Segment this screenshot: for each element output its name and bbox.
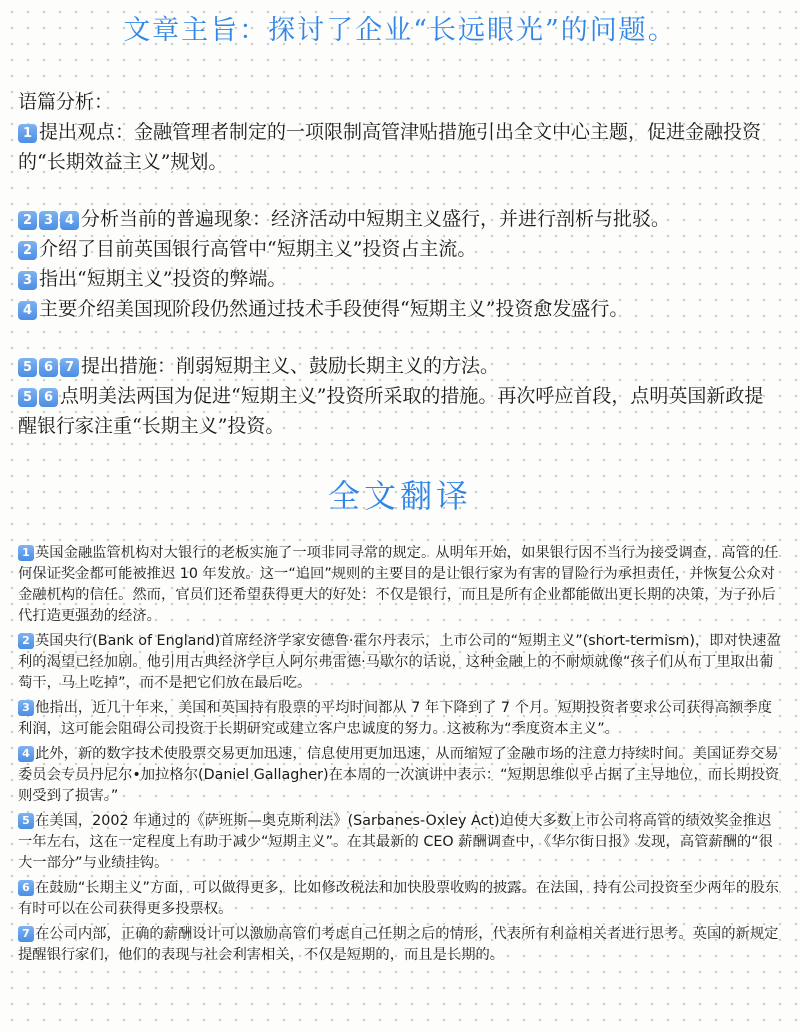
translation-paragraph-4: 4 此外，新的数字技术使股票交易更加迅速，信息使用更加迅速，从而缩短了金融市场的注意力持续时间。美国证券交易委员会专员丹尼尔•加拉格尔(Daniel Gallagher)在本周的一次演讲中表示：“短期思维似乎占据了主导地位，而长期投资则受到了损害。” [18,746,780,804]
number-badge-icon: 3 [39,211,58,230]
number-badge-icon: 2 [18,241,37,260]
analysis-point-1: 1 提出观点：金融管理者制定的一项限制高管津贴措施引出全文中心主题，促进金融投资的“长期效益主义”规划。 [18,121,762,173]
translation-title: 全文翻译 [327,477,472,515]
full-translation [18,543,782,966]
number-badge-icon: 2 [18,211,37,230]
number-badge-icon: 7 [18,926,34,942]
number-badge-icon: 4 [18,746,34,762]
number-badge-icon: 6 [18,880,34,896]
translation-paragraph-5: 5 在美国，2002 年通过的《萨班斯—奥克斯利法》(Sarbanes-Oxley Act)迫使大多数上市公司将高管的绩效奖金推迟一年左右，这在一定程度上有助于减少“短期主义”。在其最新的 CEO 薪酬调查中，《华尔街日报》发现，高管薪酬的“很大一部分”与业绩挂钩。 [18,813,773,871]
number-badge-icon: 5 [18,358,37,377]
analysis-point-2: 2 3 4 分析当前的普遍现象：经济活动中短期主义盛行，并进行剖析与批驳。 [18,204,782,234]
translation-paragraph-1: 1 英国金融监管机构对大银行的老板实施了一项非同寻常的规定。从明年开始，如果银行因不当行为接受调查，高管的任何保证奖金都可能被推迟 10 年发放。这一“追回”规则的主要目的是让银行家为有害的冒险行为承担责任，并恢复公众对金融机构的信任。然而，官员们还希望获得更大的好处：不仅是银行，而且是所有企业都能做出更长期的决策，为子孙后代打造更强劲的经济。 [18,545,779,624]
number-badge-icon: 5 [18,388,37,407]
number-badge-icon: 3 [18,271,37,290]
analysis-point-4: 3 指出“短期主义”投资的弊端。 [18,264,782,294]
analysis-point-7: 5 6 点明美法两国为促进“短期主义”投资所采取的措施。再次呼应首段，点明英国新政提醒银行家注重“长期主义”投资。 [18,385,764,437]
number-badge-icon: 6 [39,388,58,407]
discourse-analysis [18,87,782,441]
number-badge-icon: 7 [60,358,79,377]
analysis-heading: 语篇分析： [18,91,114,113]
number-badge-icon: 1 [18,124,37,143]
analysis-point-3: 2 介绍了目前英国银行高管中“短期主义”投资占主流。 [18,234,782,264]
number-badge-icon: 6 [39,358,58,377]
translation-paragraph-3: 3 他指出，近几十年来，美国和英国持有股票的平均时间都从 7 年下降到了 7 个月。短期投资者要求公司获得高额季度利润，这可能会阻碍公司投资于长期研究或建立客户忠诚度的努力。这被称为“季度资本主义”。 [18,700,772,737]
number-badge-icon: 5 [18,813,34,829]
spacer [18,177,782,204]
translation-paragraph-7: 7 在公司内部，正确的薪酬设计可以激励高管们考虑自己任期之后的情形，代表所有利益相关者进行思考。英国的新规定提醒银行家们，他们的表现与社会利害相关，不仅是短期的，而且是长期的。 [18,926,779,963]
number-badge-icon: 2 [18,633,34,649]
analysis-point-5: 4 主要介绍美国现阶段仍然通过技术手段使得“短期主义”投资愈发盛行。 [18,294,782,324]
analysis-point-6: 5 6 7 提出措施：削弱短期主义、鼓励长期主义的方法。 [18,351,782,381]
number-badge-icon: 1 [18,545,34,561]
number-badge-icon: 4 [18,301,37,320]
spacer [18,324,782,351]
main-title: 文章主旨：探讨了企业“长远眼光”的问题。 [123,15,677,46]
translation-paragraph-2: 2 英国央行(Bank of England)首席经济学家安德鲁·霍尔丹表示，上市公司的“短期主义”(short-termism)，即对快速盈利的渴望已经加剧。他引用古典经济学巨人阿尔弗雷德·马歇尔的话说，这种金融上的不耐烦就像“孩子们从布丁里取出葡萄干，马上吃掉”，而不是把它们放在最后吃。 [18,633,781,691]
number-badge-icon: 4 [60,211,79,230]
number-badge-icon: 3 [18,700,34,716]
translation-paragraph-6: 6 在鼓励“长期主义”方面，可以做得更多，比如修改税法和加快股票收购的披露。在法国，持有公司投资至少两年的股东有时可以在公司获得更多投票权。 [18,880,779,917]
